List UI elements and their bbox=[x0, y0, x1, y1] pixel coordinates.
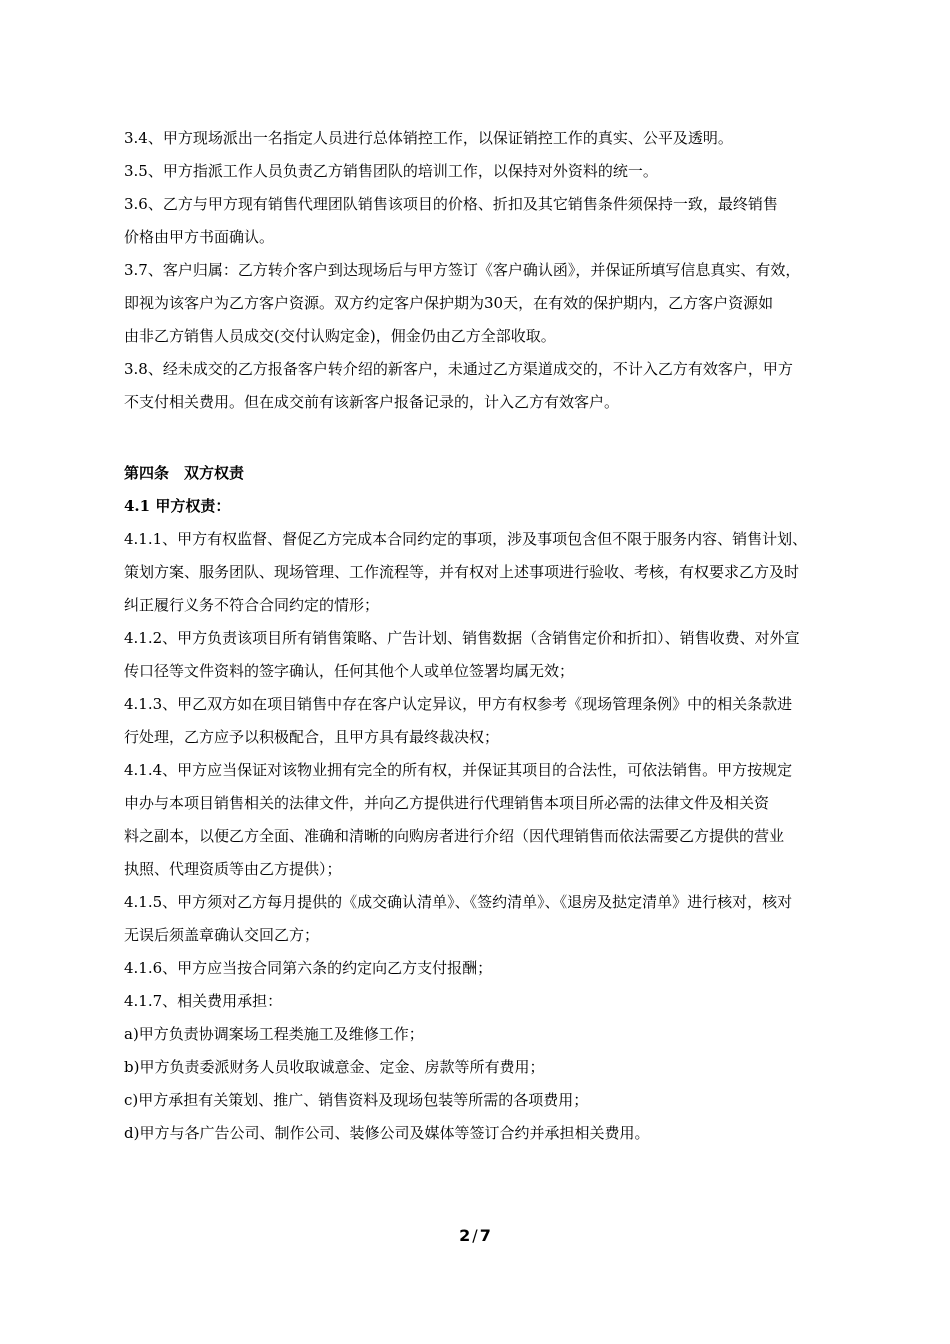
clause-3-5-line-1: 3.5、甲方指派工作人员负责乙方销售团队的培训工作，以保持对外资料的统一。 bbox=[124, 162, 658, 180]
clause-4-1-1-line-1: 4.1.1、甲方有权监督、督促乙方完成本合同约定的事项，涉及事项包含但不限于服务内容、销售计划、 bbox=[124, 530, 808, 548]
page-number-separator: / bbox=[472, 1226, 478, 1245]
clause-4-1-4-line-4: 执照、代理资质等由乙方提供）； bbox=[124, 860, 342, 878]
document-body bbox=[124, 122, 830, 1150]
page-number-total: 7 bbox=[479, 1226, 491, 1245]
clause-4-1-6-line-1: 4.1.6、甲方应当按合同第六条的约定向乙方支付报酬； bbox=[124, 959, 493, 977]
page-number-current: 2 bbox=[459, 1226, 471, 1245]
clause-3-7-line-1: 3.7、客户归属：乙方转介客户到达现场后与甲方签订《客户确认函》，并保证所填写信息真实、有效， bbox=[124, 261, 801, 279]
clause-3-6-line-1: 3.6、乙方与甲方现有销售代理团队销售该项目的价格、折扣及其它销售条件须保持一致，最终销售 bbox=[124, 195, 778, 213]
clause-3-4-line-1: 3.4、甲方现场派出一名指定人员进行总体销控工作，以保证销控工作的真实、公平及透明。 bbox=[124, 129, 733, 147]
clause-4-1-2-line-1: 4.1.2、甲方负责该项目所有销售策略、广告计划、销售数据（含销售定价和折扣）、销售收费、对外宣 bbox=[124, 629, 800, 647]
clause-4-1-4-line-2: 申办与本项目销售相关的法律文件，并向乙方提供进行代理销售本项目所必需的法律文件及相关资 bbox=[124, 794, 770, 812]
clause-4-1-2-line-2: 传口径等文件资料的签字确认，任何其他个人或单位签署均属无效； bbox=[124, 662, 575, 680]
clause-4-1-1-line-3: 纠正履行义务不符合合同约定的情形； bbox=[124, 596, 380, 614]
clause-4-1-4-line-3: 料之副本，以便乙方全面、准确和清晰的向购房者进行介绍（因代理销售而依法需要乙方提供的营业 bbox=[124, 827, 785, 845]
clause-3-8-line-2: 不支付相关费用。但在成交前有该新客户报备记录的，计入乙方有效客户。 bbox=[124, 393, 620, 411]
section-spacer bbox=[124, 419, 830, 457]
clause-4-1-7-item-d: d)甲方与各广告公司、制作公司、装修公司及媒体等签订合约并承担相关费用。 bbox=[124, 1124, 650, 1142]
clause-3-7-line-3: 由非乙方销售人员成交(交付认购定金)，佣金仍由乙方全部收取。 bbox=[124, 327, 556, 345]
clause-4-1-5-line-1: 4.1.5、甲方须对乙方每月提供的《成交确认清单》、《签约清单》、《退房及挞定清单》进行核对，核对 bbox=[124, 893, 793, 911]
clause-4-1-3-line-1: 4.1.3、甲乙双方如在项目销售中存在客户认定异议，甲方有权参考《现场管理条例》中的相关条款进 bbox=[124, 695, 793, 713]
clause-4-1-5-line-2: 无误后须盖章确认交回乙方； bbox=[124, 926, 320, 944]
page-number bbox=[0, 1226, 950, 1245]
clause-4-1-7-item-b: b)甲方负责委派财务人员收取诚意金、定金、房款等所有费用； bbox=[124, 1058, 545, 1076]
clause-4-1-7-heading: 4.1.7、相关费用承担： bbox=[124, 992, 283, 1010]
subsection-4-1-heading: 4.1 甲方权责： bbox=[124, 497, 231, 515]
clause-4-1-3-line-2: 行处理，乙方应予以积极配合，且甲方具有最终裁决权； bbox=[124, 728, 500, 746]
clause-4-1-4-line-1: 4.1.4、甲方应当保证对该物业拥有完全的所有权，并保证其项目的合法性，可依法销售。甲方按规定 bbox=[124, 761, 793, 779]
clause-4-1-1-line-2: 策划方案、服务团队、现场管理、工作流程等，并有权对上述事项进行验收、考核，有权要求乙方及时 bbox=[124, 563, 800, 581]
clause-4-1-7-item-c: c)甲方承担有关策划、推广、销售资料及现场包装等所需的各项费用； bbox=[124, 1091, 589, 1109]
article-4-heading: 第四条 双方权责 bbox=[124, 464, 245, 482]
clause-3-6-line-2: 价格由甲方书面确认。 bbox=[124, 228, 275, 246]
clause-3-8-line-1: 3.8、经未成交的乙方报备客户转介绍的新客户，未通过乙方渠道成交的，不计入乙方有效客户，甲方 bbox=[124, 360, 793, 378]
clause-4-1-7-item-a: a)甲方负责协调案场工程类施工及维修工作； bbox=[124, 1025, 424, 1043]
clause-3-7-line-2: 即视为该客户为乙方客户资源。双方约定客户保护期为30天，在有效的保护期内，乙方客户资源如 bbox=[124, 294, 774, 312]
